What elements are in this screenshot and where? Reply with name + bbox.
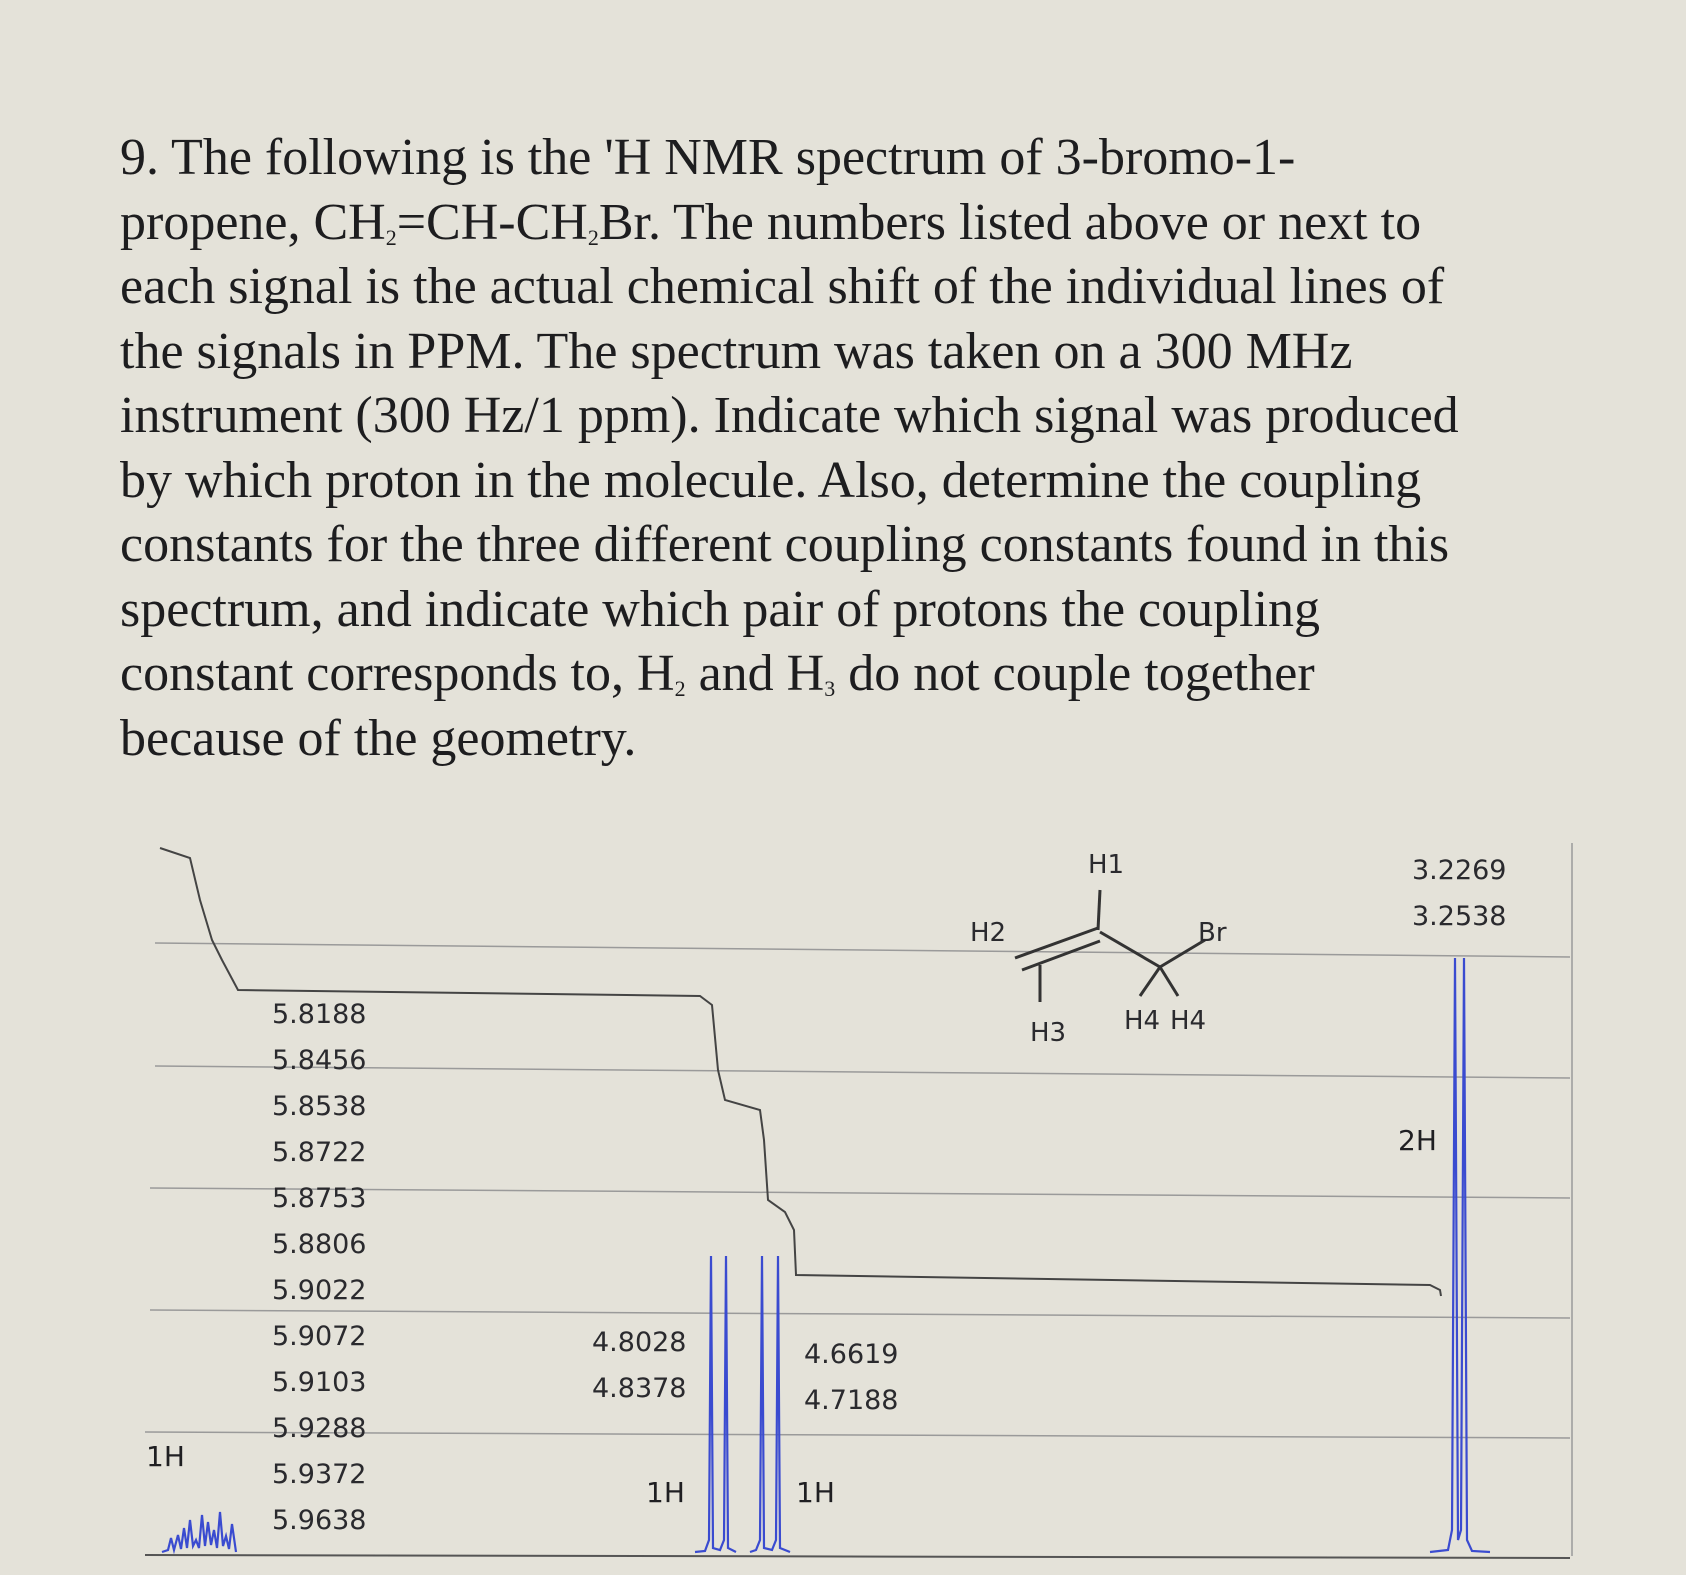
signal-d-shift-list (1412, 848, 1506, 940)
question-line: 9. The following is the 'H NMR spectrum of 3-bromo-1- (120, 129, 1296, 186)
shift-value: 5.9072 (272, 1321, 367, 1352)
integration-signal-d: 2H (1398, 1124, 1437, 1157)
shift-value: 4.7188 (804, 1385, 899, 1416)
signal-c-shift-list (804, 1332, 898, 1424)
shift-value: 4.6619 (804, 1339, 899, 1370)
shift-value: 5.9372 (272, 1459, 367, 1490)
label-h3: H3 (1030, 1018, 1067, 1048)
label-br: Br (1198, 918, 1227, 948)
molecule-structure (1015, 890, 1205, 1002)
double-bond-line (1015, 928, 1098, 958)
bond-line (1140, 967, 1160, 996)
question-line: each signal is the actual chemical shift of the individual lines of (120, 258, 1445, 315)
question-line: by which proton in the molecule. Also, determine the coupling (120, 451, 1422, 509)
signal-a-peaks (162, 1512, 236, 1552)
question-line: spectrum, and indicate which pair of protons the coupling (120, 580, 1321, 638)
question-line: the signals in PPM. The spectrum was taken on a 300 MHz (120, 322, 1353, 380)
signal-a-shift-list (272, 992, 366, 1544)
shift-value: 4.8378 (592, 1373, 687, 1404)
bond-line (1100, 932, 1160, 967)
integration-signal-a: 1H (146, 1440, 185, 1473)
integration-signal-b: 1H (646, 1476, 685, 1509)
grid-line (155, 1066, 1570, 1078)
shift-value: 5.8806 (272, 1229, 367, 1260)
shift-value: 5.8538 (272, 1091, 367, 1122)
shift-value: 5.8188 (272, 999, 367, 1030)
baseline-axis (145, 1555, 1570, 1558)
label-h4: H4 (1170, 1006, 1207, 1036)
bond-line (1160, 967, 1178, 996)
shift-value: 5.9022 (272, 1275, 367, 1306)
signal-b-peaks (695, 1256, 736, 1552)
label-h1: H1 (1088, 850, 1125, 880)
shift-value: 5.9288 (272, 1413, 367, 1444)
signal-d-peaks (1430, 958, 1490, 1552)
question-line: because of the geometry. (120, 709, 637, 767)
shift-value: 4.8028 (592, 1327, 687, 1358)
signal-c-peaks (750, 1256, 790, 1552)
signal-b-shift-list (592, 1320, 686, 1412)
bond-line (1098, 890, 1100, 930)
shift-value: 5.9103 (272, 1367, 367, 1398)
label-h2: H2 (970, 918, 1007, 948)
question-line: constants for the three different coupling constants found in this (120, 516, 1450, 573)
shift-value: 5.8722 (272, 1137, 367, 1168)
shift-value: 5.9638 (272, 1505, 367, 1536)
shift-value: 5.8753 (272, 1183, 367, 1214)
integration-signal-c: 1H (796, 1476, 835, 1509)
grid-line (155, 943, 1570, 957)
question-line: propene, $CH_2=CH-CH_2Br$. The numbers listed above or next to (120, 193, 1422, 251)
shift-value: 3.2269 (1412, 855, 1507, 886)
double-bond-line (1022, 941, 1100, 970)
shift-value: 3.2538 (1412, 901, 1507, 932)
shift-value: 5.8456 (272, 1045, 367, 1076)
label-h4: H4 (1124, 1006, 1161, 1036)
question-line: instrument (300 Hz/1 ppm). Indicate which signal was produced (120, 387, 1459, 444)
question-line: constant corresponds to, $H_2$ and $H_3$ do not couple together (120, 645, 1315, 702)
